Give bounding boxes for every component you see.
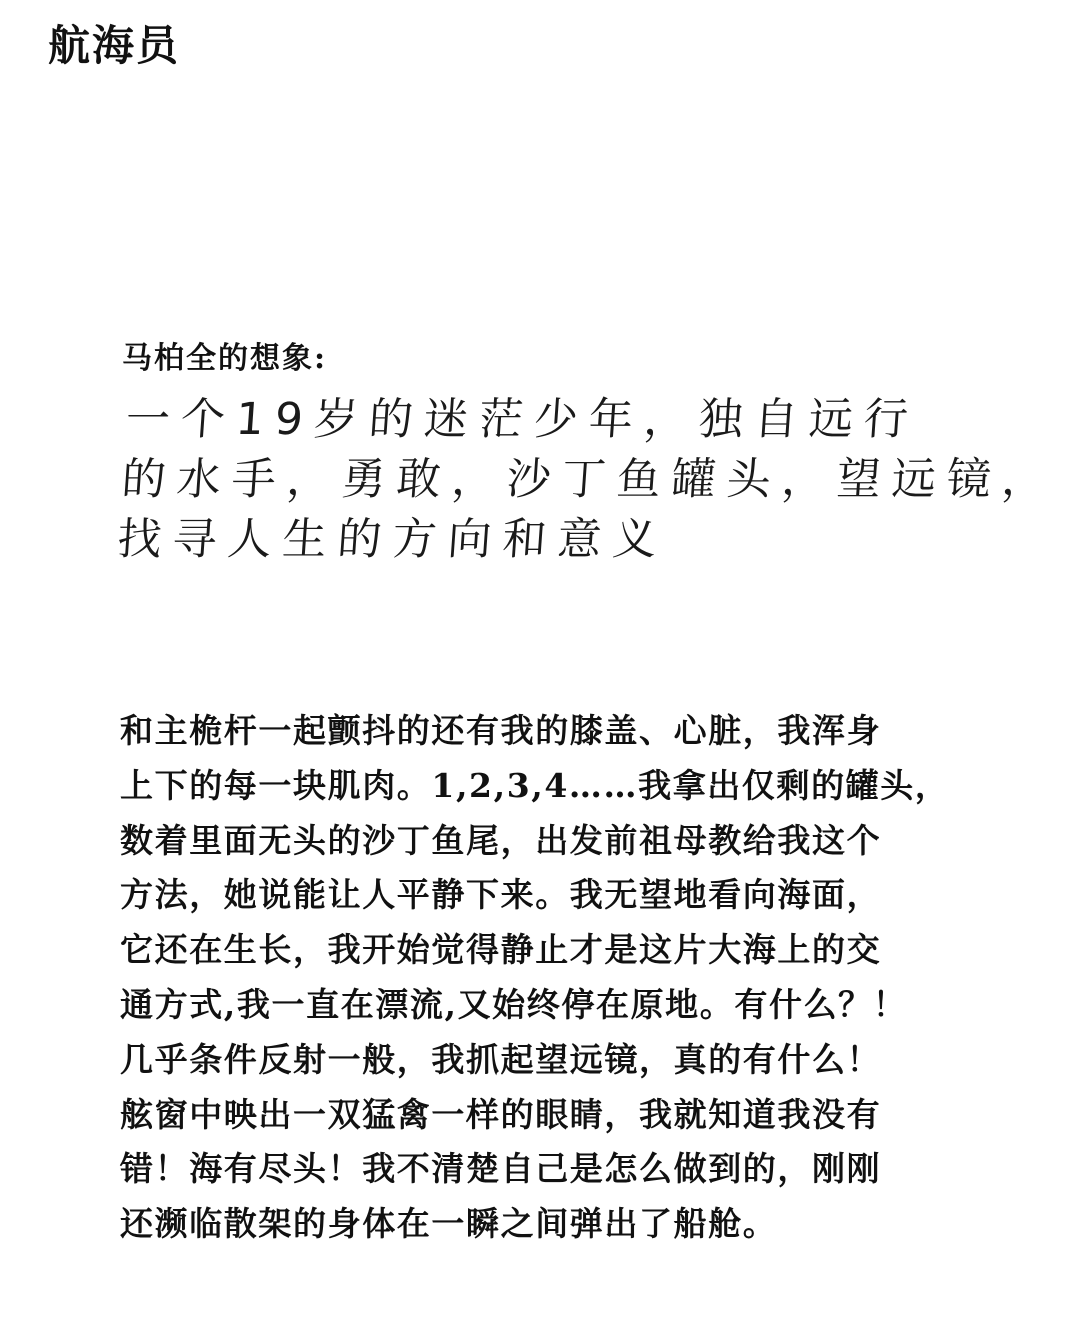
- story-line: 它还在生长，我开始觉得静止才是这片大海上的交: [120, 930, 882, 970]
- page-title: 航海员: [48, 21, 181, 70]
- handwritten-note: [115, 390, 1059, 570]
- imagination-section: [115, 330, 1059, 570]
- imagination-heading: 马柏全的想象:: [122, 341, 328, 376]
- story-line: 通方式,我一直在漂流,又始终停在原地。有什么？！: [120, 984, 908, 1024]
- story-line: 上下的每一块肌肉。1,2,3,4……我拿出仅剩的罐头，: [120, 765, 950, 805]
- story-line: 几乎条件反射一般，我抓起望远镜，真的有什么！: [120, 1039, 882, 1079]
- story-line: 舷窗中映出一双猛禽一样的眼睛，我就知道我没有: [120, 1094, 882, 1134]
- story-paragraph: [120, 704, 970, 1252]
- handwritten-line: 的水手，勇敢，沙丁鱼罐头，望远镜，: [119, 454, 1059, 505]
- handwritten-line: 找寻人生的方向和意义: [115, 514, 670, 565]
- story-line: 方法，她说能让人平静下来。我无望地看向海面，: [120, 875, 882, 915]
- story-line: 错！海有尽头！我不清楚自己是怎么做到的，刚刚: [120, 1149, 882, 1189]
- handwritten-line: 一个19岁的迷茫少年，独自远行: [124, 394, 921, 445]
- story-line: 还濒临散架的身体在一瞬之间弹出了船舱。: [120, 1204, 778, 1244]
- story-line: 数着里面无头的沙丁鱼尾，出发前祖母教给我这个: [120, 820, 882, 860]
- story-line: 和主桅杆一起颤抖的还有我的膝盖、心脏，我浑身: [120, 711, 882, 750]
